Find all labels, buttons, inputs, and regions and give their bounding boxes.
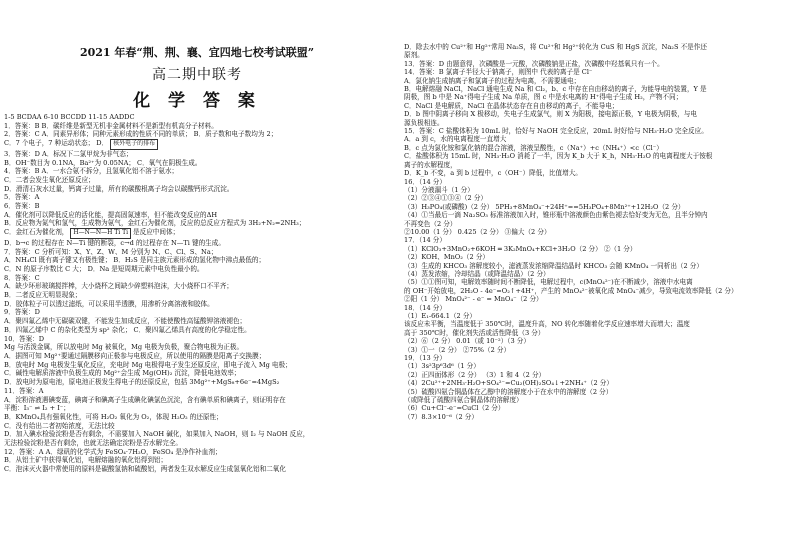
left-answer-line: A．缺少环形玻璃搅拌棒，大小烧杯之间缺少碎塑料泡沫，大小烧杯口不平齐； (4, 282, 233, 291)
right-answer-line: B．电解熔融 NaCl，NaCl 通电生成 Na 和 Cl₂，b、c 中存在自由移动的离子，为能导电的装置，Y 是 (404, 85, 707, 94)
right-answer-line: A．a 到 c，水的电离程度一直增大 (404, 135, 507, 144)
left-answer-line: A．据图可知 Mg²⁺要通过隔膜移向正极参与电极反应，所以使用的隔膜是阳离子交换膜； (4, 351, 266, 360)
right-answer-line: 的 OH⁻开始放电，2H₂O - 4e⁻=O₂↑+4H⁺，产生的 MnO₄²⁻被氧化成 MnO₄⁻减少，导致电流效率降低（2 分） (404, 286, 738, 295)
right-answer-line: B．c 点为氯化铵和氯化钠的混合溶液，溶液呈酸性，c（Na⁺）+c（NH₄⁺）<c（Cl⁻） (404, 143, 663, 152)
left-answer-line: B．KMnO₄具有强氧化性，可将 H₂O₂ 氧化为 O₂，体现 H₂O₂ 的还原性； (4, 412, 223, 421)
right-answer-line: （3）生成的 KHCO₃ 溶解度较小，滤液蒸发浓缩降温结晶时 KHCO₃ 会随 KMnO₄ 一同析出（2 分） (404, 261, 703, 270)
right-answer-line: 该反应未平衡，当温度低于 350℃时，温度升高，NO 转化率随着化学反应速率增大而增大；温度 (404, 320, 690, 329)
right-answer-line: （2）正四面体形（2 分） （3）1 和 4（2 分） (404, 370, 546, 379)
right-answer-line: 14．答案：B 氯离子半径大于钠离子，则图中 代表的离子是 Cl⁻ (404, 68, 593, 77)
left-answer-line: A．聚四氟乙烯中无碳碳双键，不能发生加成反应，不能使酸性高锰酸钾溶液褪色； (4, 317, 247, 326)
right-answer-line: （2）②③④①③④（2 分） (404, 194, 488, 203)
left-answer-line: C．没有给出二者初始浓度，无法比较 (4, 421, 115, 430)
left-answer-line: C．N 的原子序数比 C 大； D．Na 是短周期元素中电负性最小的。 (4, 264, 204, 273)
exam-subtitle: 高二期中联考 (152, 67, 242, 83)
right-answer-line: C．盐酸体积为 15mL 时，NH₃·H₂O 消耗了一半，因为 K_b 大于 K_h，NH₃·H₂O 的电离程度大于铵根 (404, 152, 713, 161)
right-answer-line: 离子的水解程度， (404, 160, 457, 169)
right-answer-line: 18．（14 分） (404, 303, 446, 312)
right-column (404, 0, 790, 421)
intermediate-structure-figure (70, 228, 131, 239)
left-answer-line: 2．答案：C A．同素异形体；同种元素形成的性质不同的单质； B．质子数和电子数均为 2； (4, 130, 278, 139)
right-answer-line: 19．（13 分） (404, 354, 446, 363)
left-column (4, 0, 390, 474)
right-answer-line: 15．答案：C 盐酸体积为 10mL 时，恰好与 NaOH 完全反应，20mL 时好恰与 NH₃·H₂O 完全反应。 (404, 127, 708, 136)
left-answer-line: A．NH₄Cl 既有离子键又有极性键； B．H₂S 是同主族元素形成的氢化物中沸点最低的； (4, 256, 266, 265)
right-answer-line: （1）E₁-664.1（2 分） (404, 312, 477, 320)
structure-label-h: H—N—N—H (73, 229, 113, 237)
right-answer-line: （1）KClO₃+3MnO₂+6KOH ═ 3K₂MnO₄+KCl+3H₂O（2 分） ②（1 分） (404, 244, 637, 253)
right-answer-line: A．氯化钠生成钠离子和氯离子的过程为电离，不需要通电； (404, 76, 581, 85)
electron-config-tail: 核外电子的排布 (110, 139, 158, 150)
right-answer-line: 原剂。 (404, 51, 424, 60)
left-answer-line: C．碱性电解质溶液中负极生成的 Mg²⁺会生成 Mg(OH)₂ 沉淀，降低电池效率； (4, 369, 241, 378)
left-answer-line: 8．答案：C (4, 273, 40, 282)
left-answer-line: D．加入碘水检验淀粉是否有剩余，不需要加入 NaOH 碱化，如果加入 NaOH，则 I₂ 与 NaOH 反应， (4, 430, 310, 439)
right-answer-line: 源负极相连。 (404, 118, 444, 127)
left-answer-line: D．放电时为原电池，原电池正极发生得电子的还原反应，包括 3Mg²⁺+MgS₈+6e⁻=4MgS₂ (4, 378, 280, 387)
structure-label-ti: Ti Ti (112, 229, 129, 237)
right-answer-line: ②10.00（1 分） 0.425（2 分） ③偏大（2 分） (404, 227, 551, 236)
right-answer-line: 阴极，图 b 中是 Na⁺得电子生成 Na 单质，图 c 中是水电离的 H⁺得电子生成 H₂，产物不同； (404, 93, 683, 102)
right-answer-line: ②阳（1 分） MnO₄²⁻ - e⁻ = MnO₄⁻（2 分） (404, 295, 543, 304)
left-answer-line: 6．答案：B (4, 202, 40, 211)
left-answer-line: 5．答案：A (4, 193, 40, 202)
right-answer-line: 13．答案：D 由题意得，次磷酸是一元酸，次磷酸钠是正盐，次磷酸中羟基氧只有一个。 (404, 59, 664, 68)
left-answer-line: C．7 个电子，7 种运动状态； D． 核外电子的排布 (4, 139, 390, 150)
left-answer-line: 7．答案：C 分析可知：X、Y、Z、W、M 分别为 N、C、Cl、S、Na； (4, 247, 218, 256)
left-answer-line: C．金红石为催化剂， H—N—N—H Ti Ti 是反应中间体； (4, 228, 390, 239)
left-answer-line: D．b→c 的过程存在 N—Ti 键的断裂，c→d 的过程存在 N—Ti 键的生成。 (4, 238, 225, 247)
right-answer-line: 16．（14 分） (404, 177, 446, 186)
right-answer-line: （4）2Cu²⁺+2NH₃·H₂O+SO₄²⁻=Cu₂(OH)₂SO₄↓+2NH₄⁺（2 分） (404, 379, 613, 388)
right-answer-lines (404, 43, 790, 421)
right-answer-line: （4）蒸发浓缩，冷却结晶（或降温结晶）（2 分） (404, 269, 550, 278)
right-answer-line: （或降低了硫酸四氨合铜晶体的溶解度） (404, 396, 523, 405)
right-answer-line: （2）KOH、MnO₂（2 分） (404, 253, 490, 262)
left-answer-line: A．淀粉溶液遇碘变蓝，碘离子和碘离子生成碘化碘氯色沉淀，含有碘单质和碘离子，则证明存在 (4, 395, 286, 404)
left-answer-line: 1．答案：B B．碳纤维是新型无机非金属材料不是新型有机高分子材料。 (4, 121, 218, 130)
right-answer-line: 17．（14 分） (404, 236, 446, 245)
right-answer-line: D．除去水中的 Cu²⁺和 Hg²⁺常用 Na₂S，将 Cu²⁺和 Hg²⁺转化为 CuS 和 HgS 沉淀，Na₂S 不是作还 (404, 43, 707, 51)
left-answer-line: A．催化剂可以降低反应的活化能，提高固氮速率，但不能改变反应的ΔH (4, 210, 218, 219)
left-answer-line: 4．答案：B A．一水合氨不拆分，且氢氧化铝不溶于氨水； (4, 167, 179, 176)
exam-title: 2021 年春“荆、荆、襄、宜四地七校考试联盟” (79, 46, 315, 59)
left-answer-line: 11．答案：A (4, 386, 44, 395)
left-answer-line: 平衡：I₃⁻ ⇌ I₂ + I⁻； (4, 404, 70, 413)
left-answer-line: B．放电时 Mg 电极发生氧化反应，充电时 Mg 电极得电子发生还原反应，即电子流入 Mg 电极； (4, 360, 292, 369)
right-answer-line: （5）硫酸四氨合铜晶体在乙醇中的溶解度小于在水中的溶解度（2 分） (404, 387, 613, 396)
right-answer-line: 高于 350℃时，催化剂失活或活性降低（3 分） (404, 328, 545, 337)
left-answer-line: 无法检验淀粉是否有剩余，也就无法确定淀粉是否水解完全。 (4, 439, 183, 448)
left-answer-line: 12．答案：A A．绿矾的化学式为 FeSO₄·7H₂O，FeSO₄ 是净作补血剂； (4, 447, 222, 456)
left-answer-line: 1-5 BCDAA 6-10 BCCDD 11-15 AADDC (4, 113, 135, 121)
right-answer-line: （5）①①图可知，电解效率随时间不断降低，电解过程中，c(MnO₄²⁻)在不断减少，溶液中水电离 (404, 278, 693, 287)
right-answer-line: （3）①一（2 分） ②75%（2 分） (404, 345, 511, 354)
left-answer-line: D．滑清石灰水过量，钙离子过量，所有的碳酸根离子均会以碳酸钙形式沉淀。 (4, 184, 234, 193)
left-answer-line: C．泡沫灭火器中常使用的原料是碳酸氢钠和硫酸铝，两者发生双水解反应生成氢氧化铝和二氧化 (4, 465, 286, 474)
right-answer-line: D．K_b 不变，a 到 b 过程中，c（OH⁻）降低，比值增大。 (404, 169, 582, 178)
right-answer-line: C．NaCl 是电解质，NaCl 在晶体状态存在自由移动的离子，不能导电； (404, 101, 619, 110)
left-answer-line: B．四氟乙烯中 C 的杂化类型为 sp² 杂化； C．聚四氟乙烯具有高度的化学稳定性。 (4, 325, 251, 334)
left-answer-line: 10．答案：D (4, 334, 45, 343)
left-answer-line: 3．答案：D A．标况下二氯甲烷为非气态； (4, 149, 133, 158)
right-answer-line: （3）H₃PO₄(或磷酸)（2 分） 5PH₃+8MnO₄⁻+24H⁺==5H₃PO₄+8Mn²⁺+12H₂O（2 分） (404, 202, 685, 211)
right-answer-line: （1）分液漏斗（1 分） (404, 185, 474, 194)
right-answer-line: 不再变色（2 分） (404, 219, 457, 228)
left-answer-line: B．OH⁻数目为 0.1NA，Ba²⁺为 0.05NA； C．氧气在阴极生成。 (4, 158, 202, 167)
left-answer-line: C．二者会发生氧化还原反应； (4, 175, 95, 184)
left-answer-line: 9．答案：D (4, 308, 40, 317)
left-answer-line: D．胶体粒子可以透过滤纸，可以采用半透膜，用渗析分离溶液和胶体。 (4, 299, 214, 308)
left-answer-line: B．二者反应无明显现象； (4, 291, 82, 300)
right-answer-line: （7）8.3×10⁻⁶（2 分） (404, 412, 478, 421)
right-answer-line: （4）①当最后一滴 Na₂SO₃ 标准溶液加入时，锥形瓶中溶液颜色由紫色褪去恰好变为无色，且半分钟内 (404, 211, 708, 220)
left-answer-lines (4, 113, 390, 474)
document-title: 化 学 答 案 (133, 91, 261, 111)
left-answer-line: B．反应物为氮气和氢气，生成物为氨气，金红石为催化剂，反应的总反应方程式为 3H₂+N₂=2NH₃； (4, 219, 306, 228)
right-answer-line: （2）⑥（2 分） 0.01（或 10⁻²）（3 分） (404, 337, 530, 346)
left-answer-line: Mg 与活泼金属，所以放电时 Mg 被氧化，Mg 电极为负极，聚合物电极为正极。 (4, 343, 244, 352)
right-answer-line: （6）Cu+Cl⁻-e⁻=CuCl（2 分） (404, 404, 505, 413)
right-answer-line: （1）3s²3p⁶3d⁶（1 分） (404, 362, 480, 371)
left-answer-line: B．从铝土矿中获得氧化铝，电解熔融的氧化铝得到铝； (4, 456, 168, 465)
right-answer-line: D．b 图中阴离子移向 X 极移动，失电子生成氯气，则 X 为阳极，接电源正极，Y 电极为阴极，与电 (404, 110, 697, 119)
